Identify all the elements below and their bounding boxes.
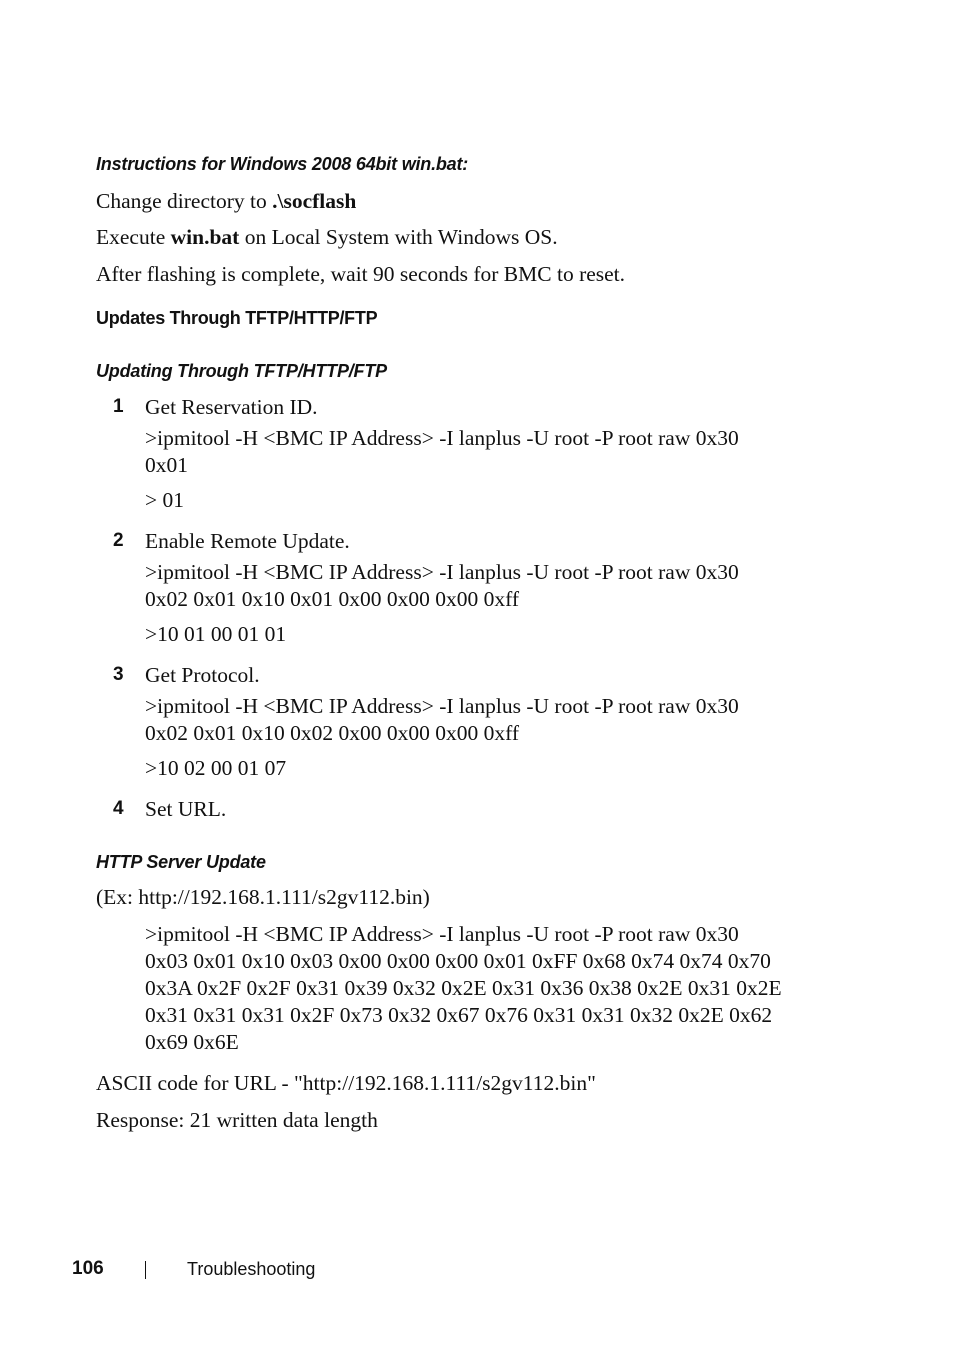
command-line: >ipmitool -H <BMC IP Address> -I lanplus -U root -P root raw 0x30 [145,694,739,718]
execute-prefix: Execute [96,225,171,249]
step-number: 3 [113,664,124,685]
paragraph-execute [96,224,558,251]
subsection-heading-updating: Updating Through TFTP/HTTP/FTP [96,361,387,381]
command-line: 0x02 0x01 0x10 0x02 0x00 0x00 0x00 0xff [145,721,520,745]
page-number: 106 [72,1258,104,1279]
response-note: Response: 21 written data length [96,1108,378,1132]
command-line: >ipmitool -H <BMC IP Address> -I lanplus -U root -P root raw 0x30 [145,922,739,946]
command-line: >ipmitool -H <BMC IP Address> -I lanplus -U root -P root raw 0x30 [145,426,739,450]
command-response: > 01 [145,488,185,512]
step-title: Get Reservation ID. [145,395,318,419]
heading-http-server-update: HTTP Server Update [96,852,266,872]
step-title: Enable Remote Update. [145,529,350,553]
http-example-url: (Ex: http://192.168.1.111/s2gv112.bin) [96,885,430,909]
step-number: 2 [113,530,124,551]
socflash-path: .\socflash [272,189,357,213]
step-number: 1 [113,396,124,417]
footer-section-title: Troubleshooting [187,1259,316,1279]
ascii-code-note: ASCII code for URL - "http://192.168.1.111/s2gv112.bin" [96,1071,596,1095]
command-line: 0x01 [145,453,188,477]
footer-separator [145,1261,146,1279]
command-line: 0x03 0x01 0x10 0x03 0x00 0x00 0x00 0x01 0xFF 0x68 0x74 0x74 0x70 [145,949,771,973]
command-line: 0x31 0x31 0x31 0x2F 0x73 0x32 0x67 0x76 0x31 0x31 0x32 0x2E 0x62 [145,1003,773,1027]
step-title: Set URL. [145,797,227,821]
paragraph-after-flashing: After flashing is complete, wait 90 seconds for BMC to reset. [96,262,626,286]
command-response: >10 02 00 01 07 [145,756,287,780]
section-heading-updates: Updates Through TFTP/HTTP/FTP [96,308,378,328]
command-line: 0x02 0x01 0x10 0x01 0x00 0x00 0x00 0xff [145,587,520,611]
paragraph-change-directory [96,188,356,215]
step-number: 4 [113,798,124,819]
change-directory-prefix: Change directory to [96,189,273,213]
command-response: >10 01 00 01 01 [145,622,287,646]
command-line: 0x3A 0x2F 0x2F 0x31 0x39 0x32 0x2E 0x31 0x36 0x38 0x2E 0x31 0x2E [145,976,782,1000]
command-line: 0x69 0x6E [145,1030,239,1054]
win-bat-filename: win.bat [170,225,240,249]
execute-suffix: on Local System with Windows OS. [239,225,558,249]
step-title: Get Protocol. [145,663,260,687]
heading-win2008-instructions: Instructions for Windows 2008 64bit win.bat: [96,154,469,174]
command-line: >ipmitool -H <BMC IP Address> -I lanplus -U root -P root raw 0x30 [145,560,739,584]
